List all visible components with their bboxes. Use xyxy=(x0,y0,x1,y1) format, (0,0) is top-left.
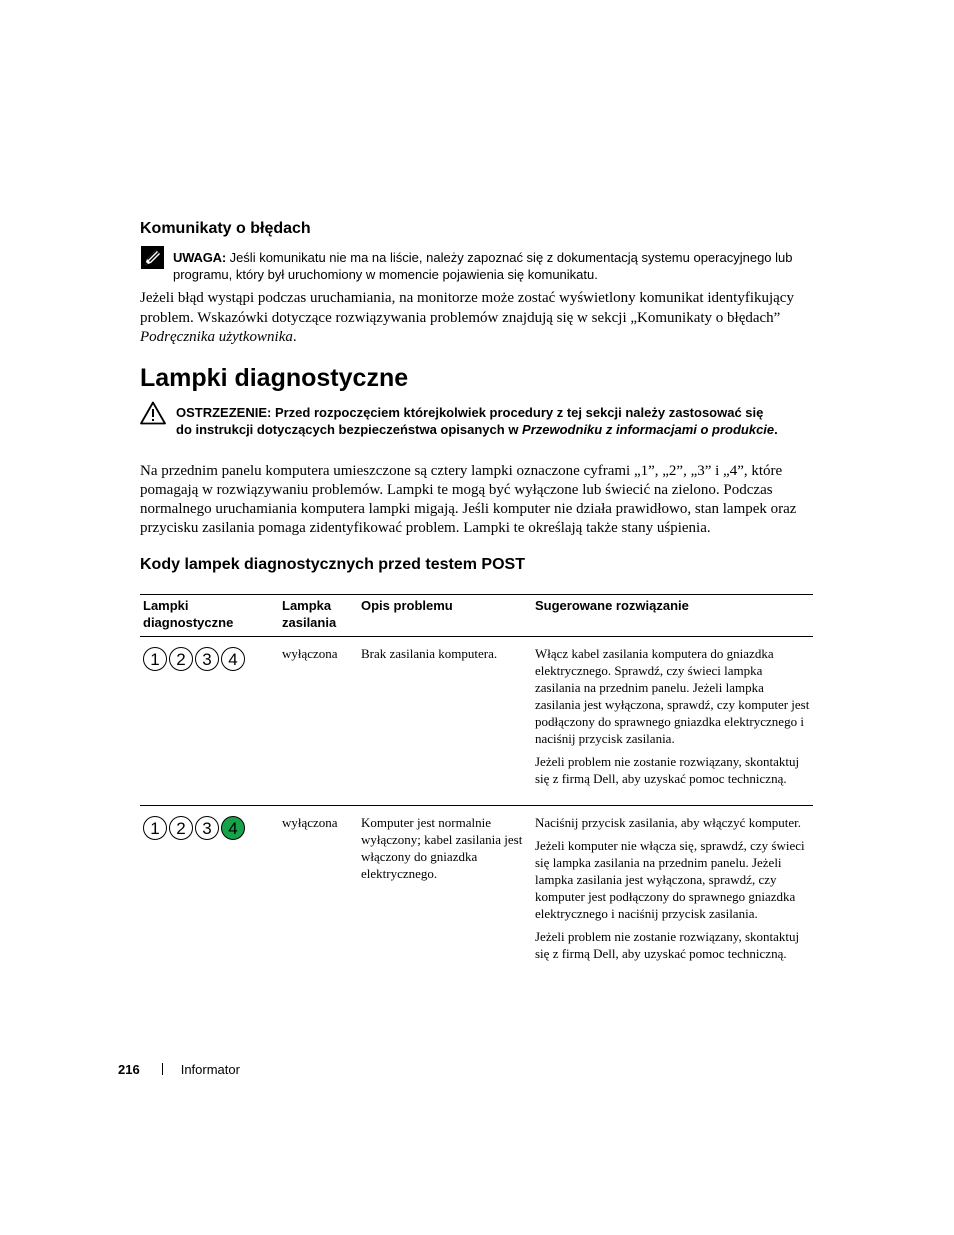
diagnostic-lights-paragraph: Na przednim panelu komputera umieszczone są cztery lampki oznaczone cyframi „1”, „2”, „3” i „4”, które pomagają w rozwiązywaniu problemów. Lampki te mogą być wyłączone lub świecić na zielono. Podczas normalnego uruchamiania komputera lampki migają. Jeśli komputer nie działa prawidłowo, stan lampek oraz przycisku zasilania pomaga zidentyfikować problem. Lampki te określają także stany uśpienia. xyxy=(140,463,797,536)
section-heading-post-codes: Kody lampek diagnostycznych przed testem POST xyxy=(140,556,525,573)
solution-paragraph: Jeżeli problem nie zostanie rozwiązany, skontaktuj się z firmą Dell, aby uzyskać pomoc techniczną. xyxy=(535,929,800,961)
diagnostic-light-4-off: 4 xyxy=(221,647,245,671)
diagnostic-light-2-off: 2 xyxy=(169,816,193,840)
page-footer xyxy=(118,1062,240,1077)
lights-cell xyxy=(140,806,279,973)
note-pencil-icon xyxy=(141,246,164,269)
error-messages-paragraph xyxy=(140,289,820,348)
diagnostic-light-2-off: 2 xyxy=(169,647,193,671)
paragraph-end: . xyxy=(292,329,297,345)
user-guide-reference: Podręcznika użytkownika xyxy=(140,329,293,345)
paragraph-text: Jeżeli błąd wystąpi podczas uruchamiania, na monitorze może zostać wyświetlony komunikat identyfikujący problem. Wskazówki dotyczące rozwiązywania problemów znajdują się w sekcji „Komunikaty o błędach” xyxy=(140,290,794,326)
product-info-guide-reference: Przewodniku z informacjami o produkcie xyxy=(522,422,775,437)
page-number: 216 xyxy=(118,1062,140,1077)
header-suggested-solution: Sugerowane rozwiązanie xyxy=(535,598,689,613)
diagnostic-light-1-off: 1 xyxy=(143,647,167,671)
lights-cell xyxy=(140,637,279,806)
problem-cell: Komputer jest normalnie wyłączony; kabel zasilania jest włączony do gniazdka elektrycznego. xyxy=(361,815,523,881)
power-light-cell: wyłączona xyxy=(282,815,338,830)
table-row xyxy=(140,637,813,806)
warning-triangle-icon xyxy=(140,401,166,425)
diagnostic-lights-indicator xyxy=(143,645,276,671)
diagnostic-light-1-off: 1 xyxy=(143,816,167,840)
solution-cell xyxy=(532,637,813,806)
warning-label: OSTRZEZENIE: xyxy=(176,405,272,420)
note-text: Jeśli komunikatu nie ma na liście, należy zapoznać się z dokumentacją systemu operacyjnego lub programu, który był uruchomiony w momencie pojawienia się komunikatu. xyxy=(173,250,793,282)
page-title: Lampki diagnostyczne xyxy=(140,364,409,392)
power-light-cell: wyłączona xyxy=(282,646,338,661)
solution-paragraph: Włącz kabel zasilania komputera do gniazdka elektrycznego. Sprawdź, czy świeci lampka zasilania na przednim panelu. Jeżeli lampka zasilania jest wyłączona, sprawdź, czy komputer jest podłączony do sprawnego gniazdka elektrycznego i naciśnij przycisk zasilania. xyxy=(535,646,810,746)
header-diagnostic-lights: Lampki diagnostyczne xyxy=(143,598,234,630)
solution-paragraph: Naciśnij przycisk zasilania, aby włączyć komputer. xyxy=(535,815,802,830)
table-header-row xyxy=(140,595,813,637)
warning-block xyxy=(176,404,781,438)
note-block xyxy=(173,249,818,283)
warning-text: Przed rozpoczęciem którejkolwiek procedury z tej sekcji należy zastosować się do instrukcji dotyczących bezpieczeństwa opisanych w xyxy=(176,405,764,437)
diagnostic-lights-indicator xyxy=(143,814,276,840)
header-power-light: Lampka zasilania xyxy=(282,598,337,630)
warning-end: . xyxy=(774,422,778,437)
diagnostic-light-3-off: 3 xyxy=(195,816,219,840)
diagnostic-light-4-green: 4 xyxy=(221,816,245,840)
header-problem-description: Opis problemu xyxy=(361,598,453,613)
solution-cell xyxy=(532,806,813,973)
problem-cell: Brak zasilania komputera. xyxy=(361,646,498,661)
diagnostic-light-3-off: 3 xyxy=(195,647,219,671)
note-label: UWAGA: xyxy=(173,250,226,265)
diagnostic-codes-table xyxy=(140,594,813,972)
solution-paragraph: Jeżeli komputer nie włącza się, sprawdź, czy świeci się lampka zasilania na przednim panelu. Jeżeli lampka zasilania jest wyłączona, sprawdź, czy komputer jest podłączony do sprawnego gniazdka elektrycznego i naciśnij przycisk zasilania. xyxy=(535,838,805,921)
section-heading-error-messages: Komunikaty o błędach xyxy=(140,220,311,237)
table-row xyxy=(140,806,813,973)
solution-paragraph: Jeżeli problem nie zostanie rozwiązany, skontaktuj się z firmą Dell, aby uzyskać pomoc techniczną. xyxy=(535,754,800,786)
footer-divider xyxy=(162,1063,163,1075)
document-title: Informator xyxy=(180,1062,240,1077)
